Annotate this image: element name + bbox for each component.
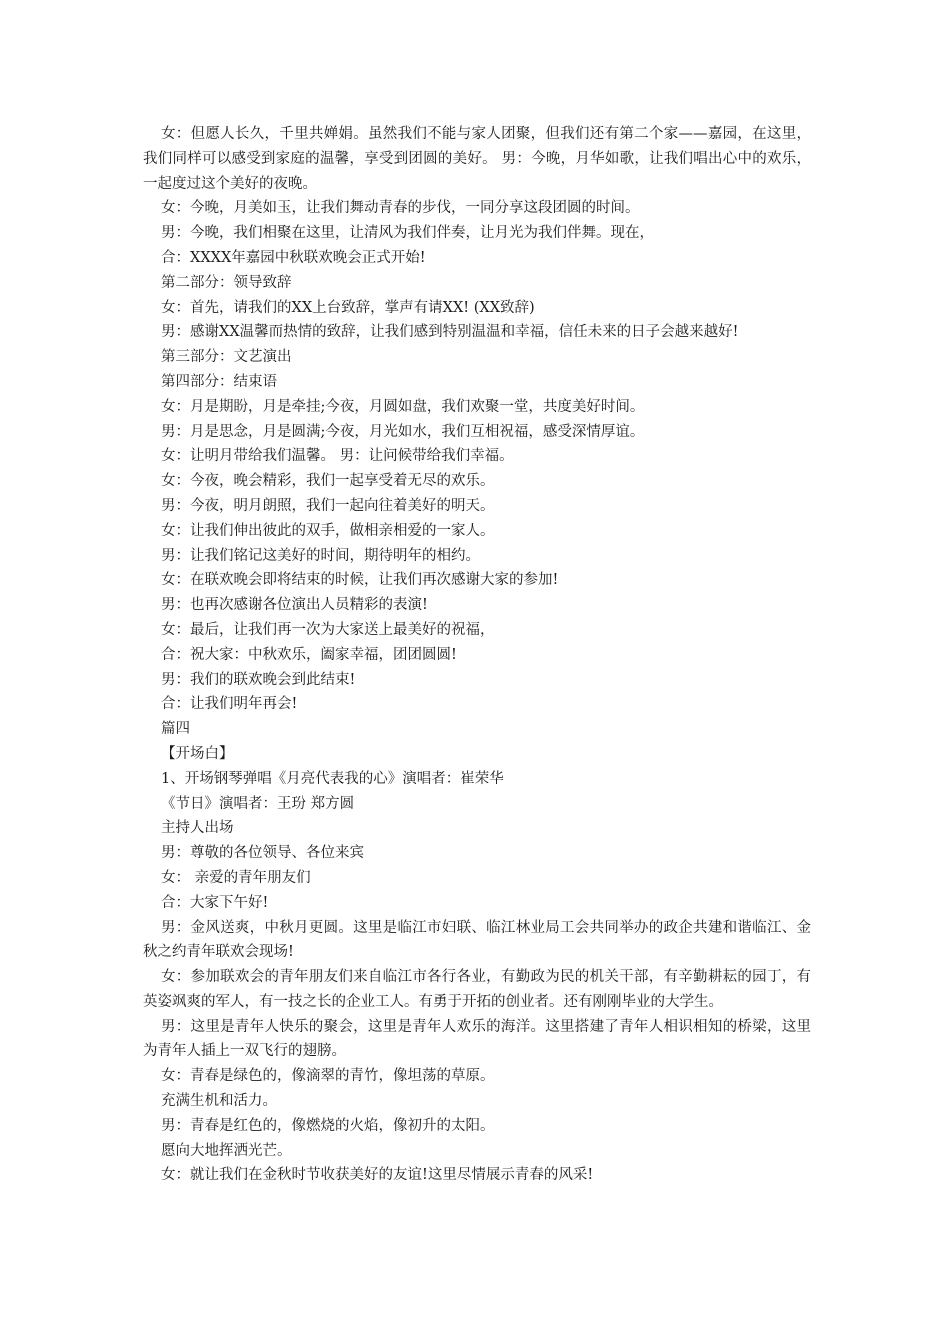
paragraph: 男：尊敬的各位领导、各位来宾 <box>161 845 364 862</box>
paragraph: 愿向大地挥洒光芒。 <box>161 1142 292 1159</box>
paragraph: 女： 亲爱的青年朋友们 <box>161 869 311 886</box>
paragraph: 男：月是思念，月是圆满;今夜，月光如水，我们互相祝福，感受深情厚谊。 <box>161 423 645 440</box>
paragraph: 女：青春是绿色的，像滴翠的青竹，像坦荡的草原。 <box>161 1068 495 1085</box>
section-heading: 【开场白】 <box>161 745 234 762</box>
paragraph: 男：青春是红色的，像燃烧的火焰，像初升的太阳。 <box>161 1117 495 1134</box>
paragraph: 女：今夜，晚会精彩，我们一起享受着无尽的欢乐。 <box>161 473 495 490</box>
section-heading: 第三部分：文艺演出 <box>161 349 292 366</box>
paragraph: 女：让明月带给我们温馨。 男：让问候带给我们幸福。 <box>161 448 514 465</box>
paragraph: 男：今夜，明月朗照，我们一起向往着美好的明天。 <box>161 497 495 514</box>
section-heading: 篇四 <box>161 721 190 738</box>
paragraph: 女：让我们伸出彼此的双手，做相亲相爱的一家人。 <box>161 522 495 539</box>
paragraph: 男：感谢XX温馨而热情的致辞，让我们感到特别温温和幸福，信任未来的日子会越来越好! <box>161 324 739 341</box>
paragraph: 《节日》演唱者：王玢 郑方圆 <box>161 795 355 812</box>
paragraph: 男：我们的联欢晚会到此结束! <box>161 671 356 688</box>
paragraph: 合：让我们明年再会! <box>161 696 298 713</box>
paragraph: 女：今晚，月美如玉，让我们舞动青春的步伐，一同分享这段团圆的时间。 <box>161 200 640 217</box>
paragraph: 1、开场钢琴弹唱《月亮代表我的心》演唱者：崔荣华 <box>161 770 504 787</box>
section-heading: 第四部分：结束语 <box>161 373 277 390</box>
paragraph: 男：让我们铭记这美好的时间，期待明年的相约。 <box>161 547 480 564</box>
paragraph: 男：今晚，我们相聚在这里，让清风为我们伴奏，让月光为我们伴舞。现在， <box>161 225 654 242</box>
paragraph: 合：大家下午好! <box>161 894 269 911</box>
paragraph: 女：就让我们在金秋时节收获美好的友谊!这里尽情展示青春的风采! <box>161 1167 594 1184</box>
section-heading: 第二部分：领导致辞 <box>161 274 292 291</box>
paragraph: 合：祝大家：中秋欢乐，阖家幸福，团团圆圆! <box>161 646 457 663</box>
paragraph: 男：这里是青年人快乐的聚会，这里是青年人欢乐的海洋。这里搭建了青年人相识相知的桥梁，这里为青年人插上一双飞行的翅膀。 <box>143 1018 811 1060</box>
paragraph: 男：金风送爽，中秋月更圆。这里是临江市妇联、临江林业局工会共同举办的政企共建和谐临江、金秋之约青年联欢会现场! <box>143 919 811 961</box>
paragraph: 女：最后，让我们再一次为大家送上最美好的祝福， <box>161 621 495 638</box>
paragraph: 合：XXXX年嘉园中秋联欢晚会正式开始! <box>161 249 426 266</box>
paragraph: 女：在联欢晚会即将结束的时候，让我们再次感谢大家的参加! <box>161 572 559 589</box>
paragraph: 男：也再次感谢各位演出人员精彩的表演! <box>161 597 428 614</box>
paragraph: 主持人出场 <box>161 820 234 837</box>
paragraph: 女：但愿人长久，千里共婵娟。虽然我们不能与家人团聚，但我们还有第二个家——嘉园，在这里，我们同样可以感受到家庭的温馨，享受到团圆的美好。 男：今晚，月华如歌，让我们唱出心中的欢乐，一起度过这个美好的夜晚。 <box>143 126 811 192</box>
document-body <box>143 122 811 1188</box>
paragraph: 女：首先，请我们的XX上台致辞，掌声有请XX! (XX致辞) <box>161 299 535 316</box>
paragraph: 女：参加联欢会的青年朋友们来自临江市各行各业，有勤政为民的机关干部，有辛勤耕耘的园丁，有英姿飒爽的军人，有一技之长的企业工人。有勇于开拓的创业者。还有刚刚毕业的大学生。 <box>143 969 811 1010</box>
paragraph: 充满生机和活力。 <box>161 1093 277 1110</box>
paragraph: 女：月是期盼，月是牵挂;今夜，月圆如盘，我们欢聚一堂，共度美好时间。 <box>161 398 645 415</box>
